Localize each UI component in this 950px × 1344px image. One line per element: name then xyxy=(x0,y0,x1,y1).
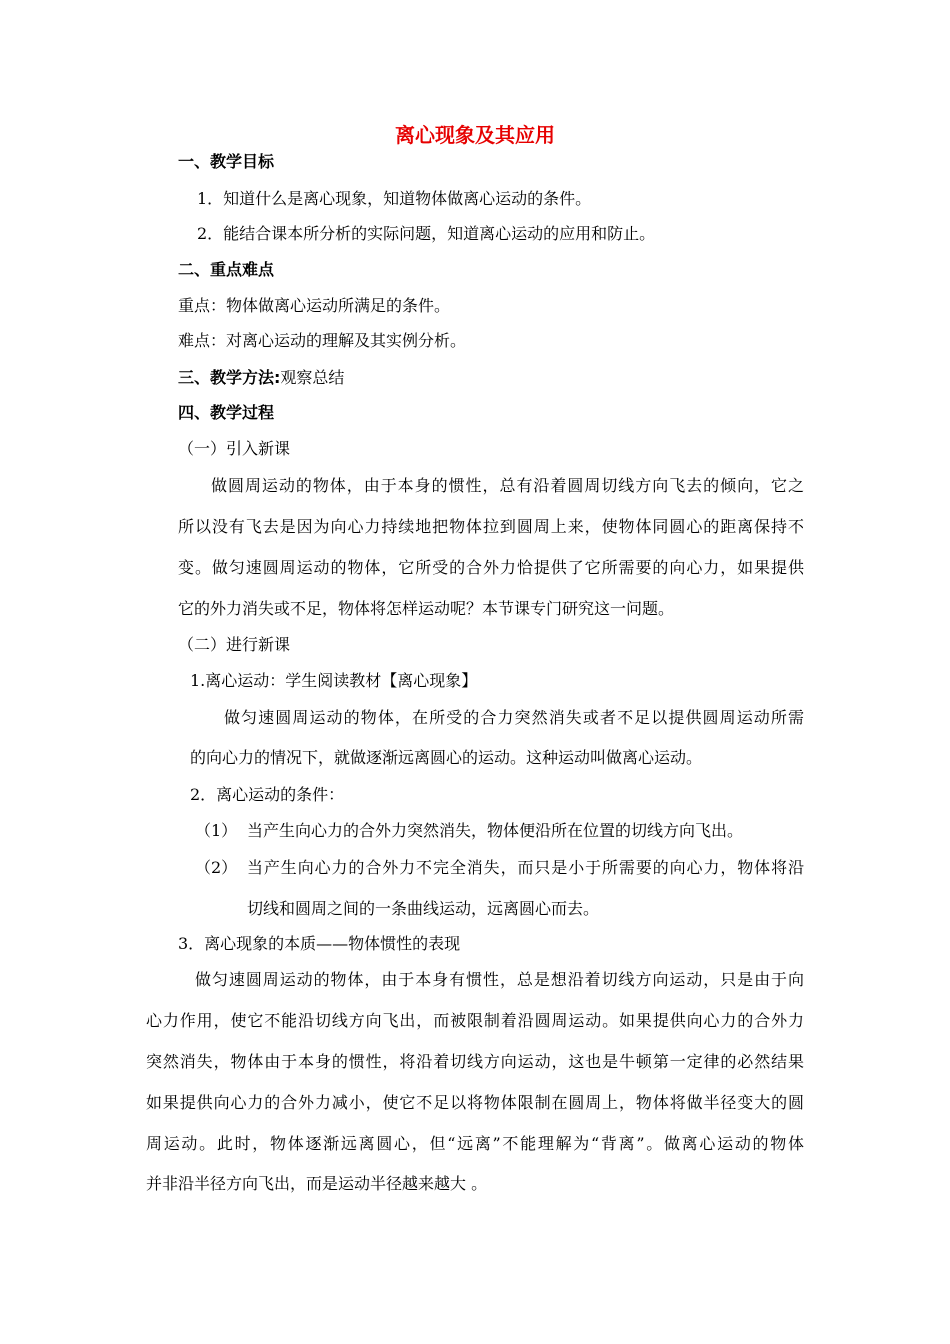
point2-title: 2．离心运动的条件： xyxy=(190,785,345,804)
intro-paragraph-line: 做圆周运动的物体，由于本身的惯性，总有沿着圆周切线方向飞去的倾向，它之 xyxy=(211,476,804,495)
point3-paragraph-line: 心力作用，使它不能沿切线方向飞出，而被限制着沿圆周运动。如果提供向心力的合外力 xyxy=(146,1011,804,1030)
section-heading-method: 三、教学方法: xyxy=(178,368,281,387)
point3-paragraph-line: 并非沿半径方向飞出，而是运动半径越来越大 。 xyxy=(146,1174,488,1193)
intro-paragraph-line: 所以没有飞去是因为向心力持续地把物体拉到圆周上来，使物体同圆心的距离保持不 xyxy=(178,517,804,536)
point1-paragraph-line: 做匀速圆周运动的物体，在所受的合力突然消失或者不足以提供圆周运动所需 xyxy=(224,708,804,727)
section-heading-process: 四、教学过程 xyxy=(178,403,275,422)
teaching-method-line xyxy=(178,368,344,388)
condition2-text-line: 当产生向心力的合外力不完全消失，而只是小于所需要的向心力，物体将沿 xyxy=(247,858,804,877)
intro-paragraph-line: 它的外力消失或不足，物体将怎样运动呢？本节课专门研究这一问题。 xyxy=(178,599,675,618)
section-heading-objectives: 一、教学目标 xyxy=(178,152,275,171)
point3-title: 3．离心现象的本质——物体惯性的表现 xyxy=(178,934,461,953)
condition1-number: （1） xyxy=(195,821,238,840)
key-point-text: 重点：物体做离心运动所满足的条件。 xyxy=(178,296,451,315)
section-heading-key-points: 二、重点难点 xyxy=(178,260,275,279)
subsection-intro-label: （一）引入新课 xyxy=(178,439,291,458)
point3-paragraph-line: 突然消失，物体由于本身的惯性，将沿着切线方向运动，这也是牛顿第一定律的必然结果 xyxy=(146,1052,804,1071)
intro-paragraph-line: 变。做匀速圆周运动的物体，它所受的合外力恰提供了它所需要的向心力，如果提供 xyxy=(178,558,804,577)
point1-title: 1.离心运动：学生阅读教材【离心现象】 xyxy=(190,671,478,690)
condition2-number: （2） xyxy=(195,858,238,877)
point3-paragraph-line: 做匀速圆周运动的物体，由于本身有惯性，总是想沿着切线方向运动，只是由于向 xyxy=(195,970,804,989)
condition2-text-line: 切线和圆周之间的一条曲线运动，远离圆心而去。 xyxy=(247,899,600,918)
condition1-text: 当产生向心力的合外力突然消失，物体便沿所在位置的切线方向飞出。 xyxy=(247,821,744,840)
point3-paragraph-line: 周运动。此时，物体逐渐远离圆心，但“远离”不能理解为“背离”。做离心运动的物体 xyxy=(146,1134,804,1153)
difficult-point-text: 难点：对离心运动的理解及其实例分析。 xyxy=(178,331,467,350)
subsection-new-label: （二）进行新课 xyxy=(178,635,291,654)
objective-item: 1．知道什么是离心现象，知道物体做离心运动的条件。 xyxy=(197,189,592,208)
document-title: 离心现象及其应用 xyxy=(395,123,555,147)
point1-paragraph-line: 的向心力的情况下，就做逐渐远离圆心的运动。这种运动叫做离心运动。 xyxy=(190,748,703,767)
method-text: 观察总结 xyxy=(280,368,345,387)
objective-item: 2．能结合课本所分析的实际问题，知道离心运动的应用和防止。 xyxy=(197,224,656,243)
point3-paragraph-line: 如果提供向心力的合外力减小，使它不足以将物体限制在圆周上，物体将做半径变大的圆 xyxy=(146,1093,804,1112)
